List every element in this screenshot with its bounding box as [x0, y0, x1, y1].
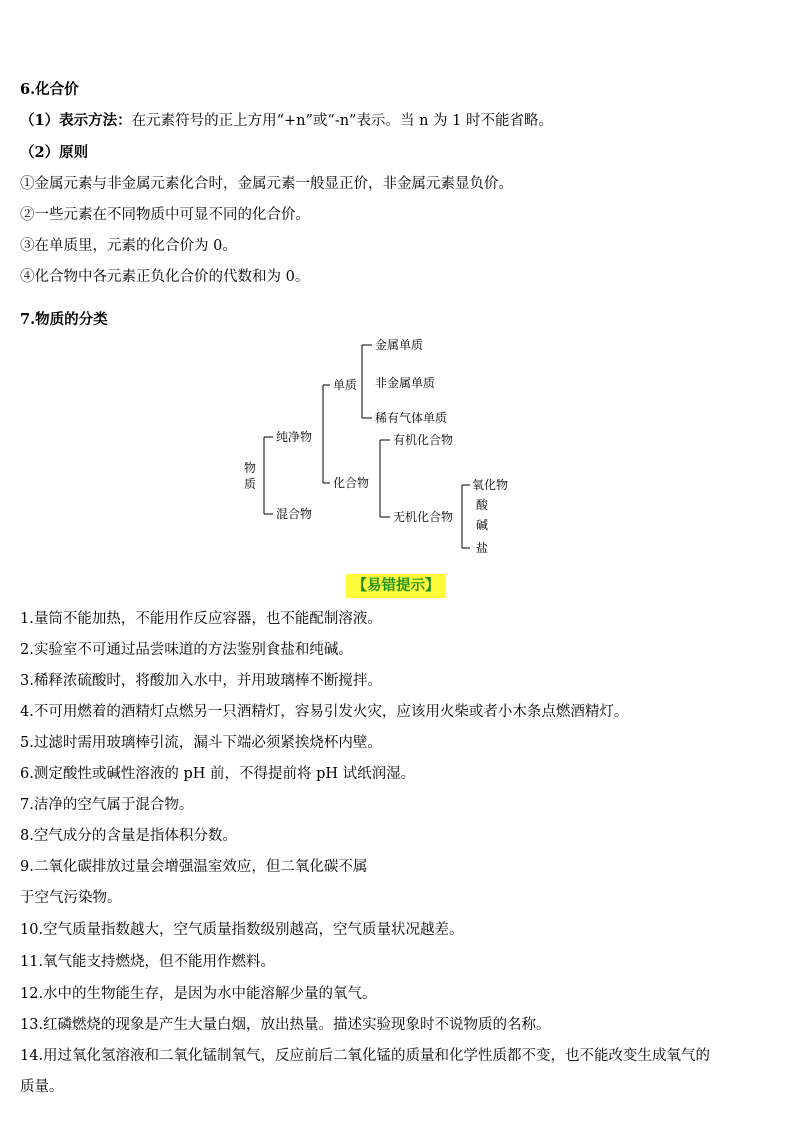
tip-item: 7.洁净的空气属于混合物。	[20, 797, 194, 813]
tree-node-salt: 盐	[476, 541, 489, 555]
tip-item: 12.水中的生物能生存，是因为水中能溶解少量的氧气。	[20, 986, 377, 1002]
tip-item-continued: 于空气污染物。	[20, 890, 122, 906]
tree-node-mixture: 混合物	[276, 507, 313, 521]
tip-item: 5.过滤时需用玻璃棒引流，漏斗下端必须紧挨烧杯内壁。	[20, 735, 382, 751]
tree-root-char: 质	[244, 477, 257, 491]
tree-node-pure: 纯净物	[276, 430, 313, 444]
tip-item: 9.二氧化碳排放过量会增强温室效应，但二氧化碳不属	[20, 859, 368, 875]
tip-item: 14.用过氧化氢溶液和二氧化锰制氧气，反应前后二氧化锰的质量和化学性质都不变，也不能改变生成氧气的	[20, 1048, 711, 1064]
tip-item: 3.稀释浓硫酸时，将酸加入水中，并用玻璃棒不断搅拌。	[20, 673, 382, 689]
tree-node-base: 碱	[476, 518, 489, 532]
tree-node-metal: 金属单质	[375, 338, 424, 352]
tree-node-compound: 化合物	[333, 476, 370, 490]
tree-node-acid: 酸	[476, 498, 489, 512]
section-heading-classification: 7.物质的分类	[20, 311, 108, 328]
tip-item-continued: 质量。	[20, 1079, 64, 1095]
valence-rule: ②一些元素在不同物质中可显不同的化合价。	[20, 207, 310, 223]
valence-method-text: 在元素符号的正上方用“+n”或“-n”表示。当 n 为 1 时不能省略。	[131, 113, 553, 129]
tree-node-element: 单质	[333, 378, 358, 392]
valence-rule: ①金属元素与非金属元素化合时，金属元素一般显正价，非金属元素显负价。	[20, 176, 513, 192]
tree-node-noble-gas: 稀有气体单质	[375, 411, 448, 425]
tip-item: 6.测定酸性或碱性溶液的 pH 前，不得提前将 pH 试纸润湿。	[20, 766, 416, 782]
tip-item: 2.实验室不可通过品尝味道的方法鉴别食盐和纯碱。	[20, 642, 353, 658]
section-heading-valence: 6.化合价	[20, 81, 79, 98]
valence-rule: ④化合物中各元素正负化合价的代数和为 0。	[20, 269, 310, 285]
tree-node-oxide: 氧化物	[472, 478, 509, 492]
tree-node-nonmetal: 非金属单质	[375, 376, 436, 390]
valence-method-label: （1）表示方法：	[20, 112, 132, 129]
tip-item: 8.空气成分的含量是指体积分数。	[20, 828, 237, 844]
tip-item: 10.空气质量指数越大，空气质量指数级别越高，空气质量状况越差。	[20, 922, 464, 938]
tip-item: 11.氧气能支持燃烧，但不能用作燃料。	[20, 954, 276, 970]
tree-node-organic: 有机化合物	[393, 433, 454, 447]
valence-principle-label: （2）原则	[20, 144, 89, 161]
valence-rule: ③在单质里，元素的化合价为 0。	[20, 238, 237, 254]
tree-node-inorganic: 无机化合物	[393, 510, 454, 524]
tree-root-char: 物	[244, 461, 257, 475]
tip-item: 1.量筒不能加热，不能用作反应容器，也不能配制溶液。	[20, 611, 382, 627]
tip-item: 4.不可用燃着的酒精灯点燃另一只酒精灯，容易引发火灾，应该用火柴或者小木条点燃酒精灯。	[20, 704, 629, 720]
tip-item: 13.红磷燃烧的现象是产生大量白烟，放出热量。描述实验现象时不说物质的名称。	[20, 1017, 551, 1033]
tips-banner: 【易错提示】	[346, 574, 446, 598]
